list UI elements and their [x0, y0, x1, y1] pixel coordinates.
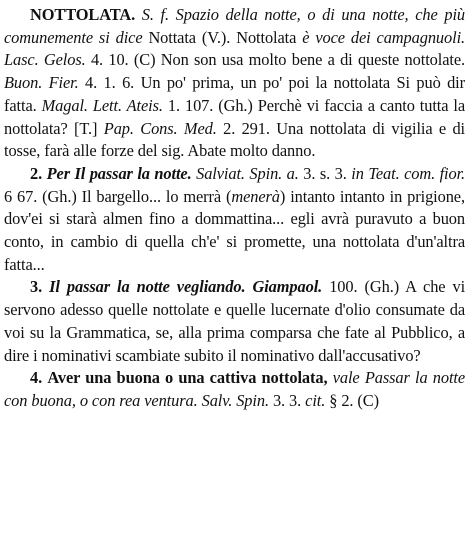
citation-teat-b: ) intanto intanto in prigione, dov'ei si starà almen fino a dommattina... egli avrà puravuto a buon conto, in cambio di quella ch'e' si promette, una nottolata d'un'altra fatta... — [4, 186, 465, 274]
abbr-vedi: (V.). — [201, 27, 231, 47]
source-salviat: Salviat. Spin. a. — [196, 163, 299, 183]
sense-4-number: 4. — [30, 368, 43, 388]
citation-pap: 2. 291. Una nottolata di vigilia e di tosse, farà alle forze del sig. Abate molto danno. — [4, 118, 465, 161]
sense-4-paragraph — [4, 367, 465, 412]
sense-2-paragraph — [4, 163, 465, 277]
citation-teat-a: 6 67. (Gh.) Il bargello... lo merrà ( — [4, 186, 232, 206]
source-salv: Salv. Spin. — [201, 390, 269, 410]
s1-text: Nottolata — [236, 27, 297, 47]
sense-2-definition: Per Il passar la notte. — [46, 163, 192, 183]
source-giampaol: Giampaol. — [252, 277, 323, 297]
sense-4-meaning: Passar la notte con buona, o con rea ventura. — [4, 368, 466, 410]
citation-cit: cit. — [305, 390, 326, 410]
sense-2-number: 2. — [30, 163, 43, 183]
term-nottata: Nottata — [148, 27, 196, 47]
dictionary-entry — [4, 4, 465, 413]
source-teat: in Teat. com. fior. — [351, 163, 466, 183]
definition: Spazio della notte, o di una notte, che più comunemente si dice — [4, 5, 465, 47]
sense-3-definition: Il passar la notte vegliando. — [49, 277, 246, 297]
source-magal: Magal. Lett. Ateis. — [41, 95, 163, 115]
citation-buon: 4. 1. 6. Un po' prima, un po' poi la nottolata Si può dir fatta. — [4, 73, 465, 115]
gloss-menera: menerà — [231, 186, 280, 206]
grammar-label: S. f. — [141, 5, 169, 24]
citation-salv: 3. 3. — [272, 390, 302, 410]
sense-3-number: 3. — [30, 277, 43, 297]
source-buon: Buon. Fier. — [4, 73, 79, 93]
citation-lasc: 4. 10. (C) Non son usa molto bene a di queste nottolate. — [90, 50, 465, 70]
citation-magal: 1. 107. (Gh.) Perchè vi faccia a canto tutta la nottolata? [T.] — [4, 95, 466, 138]
sense-4-vale: vale — [332, 368, 360, 388]
sense-3-paragraph — [4, 276, 465, 367]
source-lasc: Lasc. Gelos. — [4, 50, 86, 70]
sense-4-definition: Aver una buona o una cattiva nottolata, — [47, 368, 328, 388]
citation-tail: § 2. (C) — [329, 390, 379, 410]
s1-voce: è voce dei campagnuoli. — [302, 27, 466, 47]
source-pap: Pap. Cons. Med. — [103, 118, 217, 138]
citation-giampaol: 100. (Gh.) A che vi servono adesso quelle nottolate e quelle lucernate d'olio consumate da voi su la Grammatica, se, alla prima comparsa che fate al Pubblico, a dire i nominativi scambiate subito il nominativo dall'accusativo? — [4, 277, 466, 365]
citation-salviat: 3. s. 3. — [303, 163, 347, 183]
headword: NOTTOLATA. — [30, 5, 136, 24]
entry-main-paragraph — [4, 4, 465, 163]
